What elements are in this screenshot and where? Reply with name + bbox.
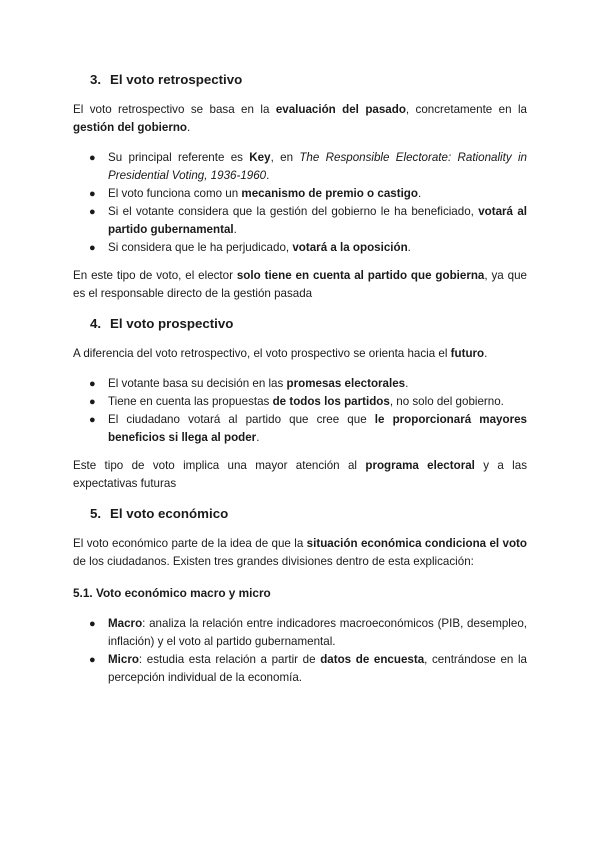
text-run: .	[417, 187, 422, 200]
section-4-bullet-list	[73, 375, 527, 447]
section-3-heading	[90, 72, 242, 87]
section-5-intro	[73, 535, 527, 571]
text-run: .	[484, 347, 488, 360]
text-run: .	[187, 121, 191, 134]
section-5-bullet-list	[73, 615, 527, 687]
section-4-heading	[90, 316, 233, 331]
text-run: Tiene en cuenta las propuestas	[108, 395, 273, 408]
list-item	[73, 615, 527, 651]
list-item	[73, 411, 527, 447]
text-run: En este tipo de voto, el elector	[73, 269, 237, 282]
bullet-icon: ●	[89, 654, 96, 666]
list-item	[73, 651, 527, 687]
text-run: A diferencia del voto retrospectivo, el voto prospectivo se orienta hacia el	[73, 347, 451, 360]
section-5-number: 5.	[90, 506, 102, 521]
bold-run: promesas electorales	[286, 377, 406, 390]
text-run: Si considera que le ha perjudicado,	[108, 241, 293, 254]
bold-run: de todos los partidos	[272, 395, 390, 408]
bold-run: evaluación del pasado	[275, 103, 406, 116]
bullet-icon: ●	[89, 378, 96, 390]
text-run: de los ciudadanos. Existen tres grandes divisiones dentro de esta explicación:	[73, 555, 474, 568]
text-run: Este tipo de voto implica una mayor atención al	[73, 459, 366, 472]
list-item	[73, 239, 527, 257]
text-run: El voto económico parte de la idea de que la	[73, 537, 307, 550]
bold-run: programa electoral	[365, 459, 475, 472]
section-4-outro	[73, 457, 527, 493]
bullet-icon: ●	[89, 396, 96, 408]
section-4-number: 4.	[90, 316, 102, 331]
bold-run: datos de encuesta	[320, 653, 425, 666]
bullet-icon: ●	[89, 618, 96, 630]
bold-run: gestión del gobierno	[73, 121, 188, 134]
text-run: , centrándose en la percepción individual de la economía.	[108, 653, 527, 684]
text-run: : estudia esta relación a partir de	[138, 653, 321, 666]
list-item	[73, 203, 527, 239]
section-3-number: 3.	[90, 72, 102, 87]
text-run: El votante basa su decisión en las	[108, 377, 287, 390]
text-run: : analiza la relación entre indicadores macroeconómicos (PIB, desempleo, inflación) y el voto al partido gubernamental.	[108, 617, 527, 648]
text-run: Su principal referente es	[108, 151, 250, 164]
subsection-5-1-heading: 5.1. Voto económico macro y micro	[73, 586, 271, 600]
text-run: El ciudadano votará al partido que cree que	[108, 413, 375, 426]
text-run: Si el votante considera que la gestión del gobierno le ha beneficiado,	[108, 205, 479, 218]
bullet-icon: ●	[89, 242, 96, 254]
text-run: y a las expectativas futuras	[73, 459, 527, 490]
section-5-title: El voto económico	[110, 506, 229, 521]
section-5-heading	[90, 506, 228, 521]
text-run: , en	[270, 151, 300, 164]
bold-run: mecanismo de premio o castigo	[241, 187, 418, 200]
text-run: El voto funciona como un	[108, 187, 242, 200]
section-4-intro	[73, 345, 527, 363]
list-item	[73, 393, 527, 411]
text-run: , no solo del gobierno.	[389, 395, 504, 408]
list-item	[73, 375, 527, 393]
bold-run: Micro	[108, 653, 139, 666]
section-3-title: El voto retrospectivo	[110, 72, 243, 87]
section-3-intro	[73, 101, 527, 137]
bold-run: futuro	[450, 347, 485, 360]
list-item	[73, 149, 527, 185]
text-run: , concretamente en la	[405, 103, 527, 116]
section-3-bullet-list	[73, 149, 527, 257]
bullet-icon: ●	[89, 152, 96, 164]
text-run: , ya que es el responsable directo de la gestión pasada	[73, 269, 527, 300]
bold-run: Key	[249, 151, 271, 164]
bold-run: situación económica condiciona el voto	[306, 537, 528, 550]
bold-run: le proporcionará mayores beneficios si llega al poder	[108, 413, 527, 444]
bullet-icon: ●	[89, 206, 96, 218]
text-run: .	[233, 223, 237, 236]
bullet-icon: ●	[89, 188, 96, 200]
italic-run: The Responsible Electorate: Rationality in Presidential Voting, 1936-1960	[108, 151, 527, 182]
bold-run: solo tiene en cuenta al partido que gobierna	[236, 269, 485, 282]
bold-run: votará al partido gubernamental	[108, 205, 527, 236]
text-run: .	[256, 431, 260, 444]
bold-run: Macro	[108, 617, 143, 630]
text-run: .	[407, 241, 411, 254]
section-4-title: El voto prospectivo	[110, 316, 234, 331]
list-item	[73, 185, 527, 203]
text-run: .	[266, 169, 270, 182]
text-run: .	[405, 377, 409, 390]
bullet-icon: ●	[89, 414, 96, 426]
section-3-outro	[73, 267, 527, 303]
bold-run: votará a la oposición	[292, 241, 408, 254]
text-run: El voto retrospectivo se basa en la	[73, 103, 276, 116]
